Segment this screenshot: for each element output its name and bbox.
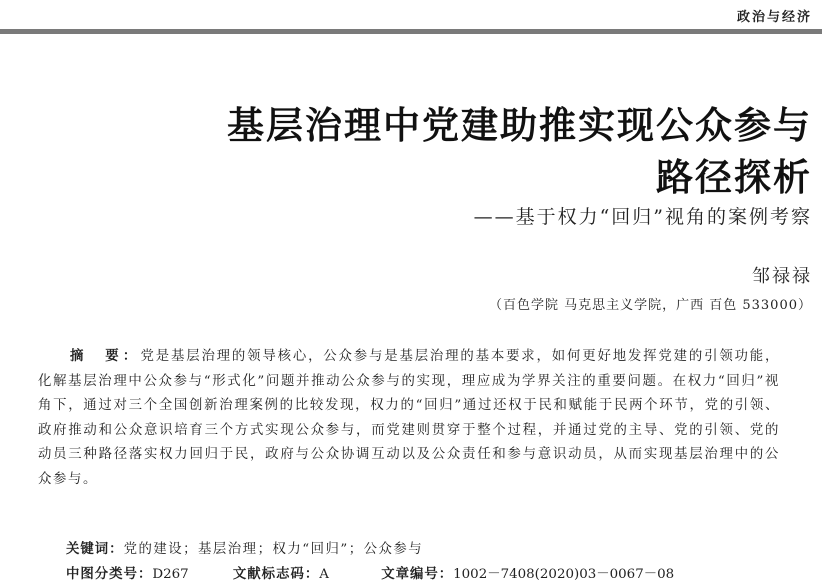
journal-section-label: 政治与经济 [736,10,812,25]
article-title-line-1: 基层治理中党建助推实现公众参与 [227,104,812,147]
article-title-line-2: 路径探析 [656,156,812,199]
doc-code-label: 文献标志码： [232,567,320,582]
author-affiliation: （百色学院 马克思主义学院，广西 百色 533000） [488,298,812,313]
classification-row [66,563,674,582]
article-subtitle: ——基于权力“回归”视角的案例考察 [473,206,812,228]
header-rule [0,29,822,34]
article-number-value: 1002－7408(2020)03－0067－08 [453,567,675,582]
clc-value: D267 [152,567,189,582]
clc-label: 中图分类号： [66,567,153,582]
abstract-label: 摘 要： [70,349,141,364]
doc-code-value: A [319,567,329,582]
keywords-text: 党的建设；基层治理；权力“回归”；公众参与 [123,542,424,557]
abstract [38,345,780,492]
author-name: 邹禄禄 [752,266,812,287]
article-number-label: 文章编号： [381,567,454,582]
keywords [66,538,423,557]
abstract-text: 党是基层治理的领导核心，公众参与是基层治理的基本要求，如何更好地发挥党建的引领功能，化解基层治理中公众参与“形式化”问题并推动公众参与的实现，理应成为学界关注的重要问题。在权力“回归”视角下，通过对三个全国创新治理案例的比较发现，权力的“回归”通过还权于民和赋能于民两个环节，党的引领、政府推动和公众意识培育三个方式实现公众参与，而党建则贯穿于整个过程，并通过党的主导、党的引领、党的动员三种路径落实权力回归于民，政府与公众协调互动以及公众责任和参与意识动员，从而实现基层治理中的公众参与。 [38,349,780,487]
keywords-label: 关键词： [66,542,124,557]
